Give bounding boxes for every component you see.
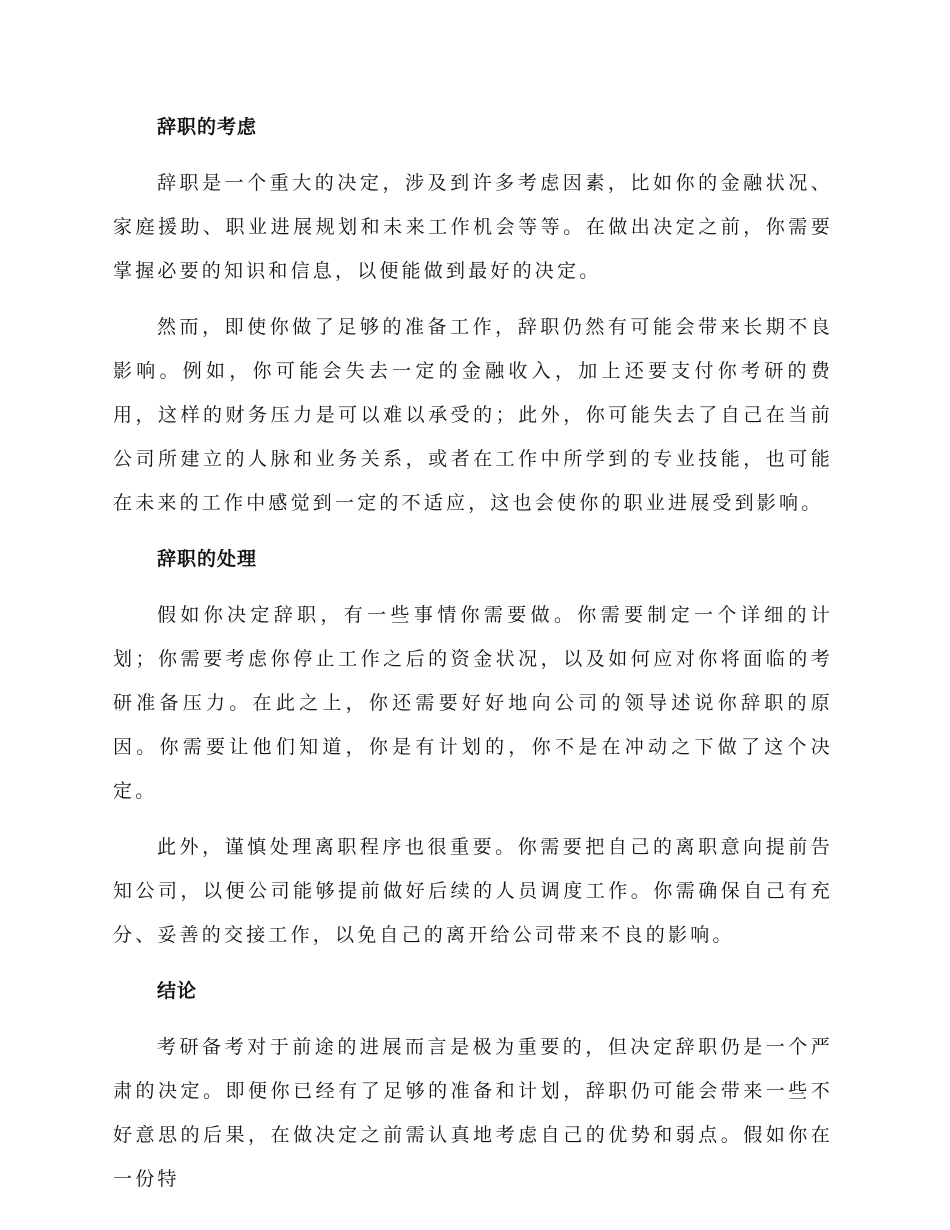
section-heading-conclusion: 结论	[157, 980, 198, 1002]
paragraph: 此外，谨慎处理离职程序也很重要。你需要把自己的离职意向提前告知公司，以便公司能够提前做好后续的人员调度工作。你需确保自己有充分、妥善的交接工作，以免自己的离开给公司带来不良的影响。	[113, 836, 833, 946]
paragraph: 考研备考对于前途的进展而言是极为重要的，但决定辞职仍是一个严肃的决定。即便你已经有了足够的准备和计划，辞职仍可能会带来一些不好意思的后果，在做决定之前需认真地考虑自己的优势和弱点。假如你在一份特	[113, 1036, 833, 1190]
paragraph: 辞职是一个重大的决定，涉及到许多考虑因素，比如你的金融状况、家庭援助、职业进展规划和未来工作机会等等。在做出决定之前，你需要掌握必要的知识和信息，以便能做到最好的决定。	[113, 172, 833, 282]
paragraph: 假如你决定辞职，有一些事情你需要做。你需要制定一个详细的计划；你需要考虑你停止工作之后的资金状况，以及如何应对你将面临的考研准备压力。在此之上，你还需要好好地向公司的领导述说你辞职的原因。你需要让他们知道，你是有计划的，你不是在冲动之下做了这个决定。	[113, 604, 833, 802]
section-heading-resignation-handling: 辞职的处理	[157, 548, 258, 570]
paragraph: 然而，即使你做了足够的准备工作，辞职仍然有可能会带来长期不良影响。例如，你可能会失去一定的金融收入，加上还要支付你考研的费用，这样的财务压力是可以难以承受的；此外，你可能失去了自己在当前公司所建立的人脉和业务关系，或者在工作中所学到的专业技能，也可能在未来的工作中感觉到一定的不适应，这也会使你的职业进展受到影响。	[113, 316, 833, 514]
document-body	[113, 105, 833, 1213]
section-heading-resignation-considerations: 辞职的考虑	[157, 116, 258, 138]
